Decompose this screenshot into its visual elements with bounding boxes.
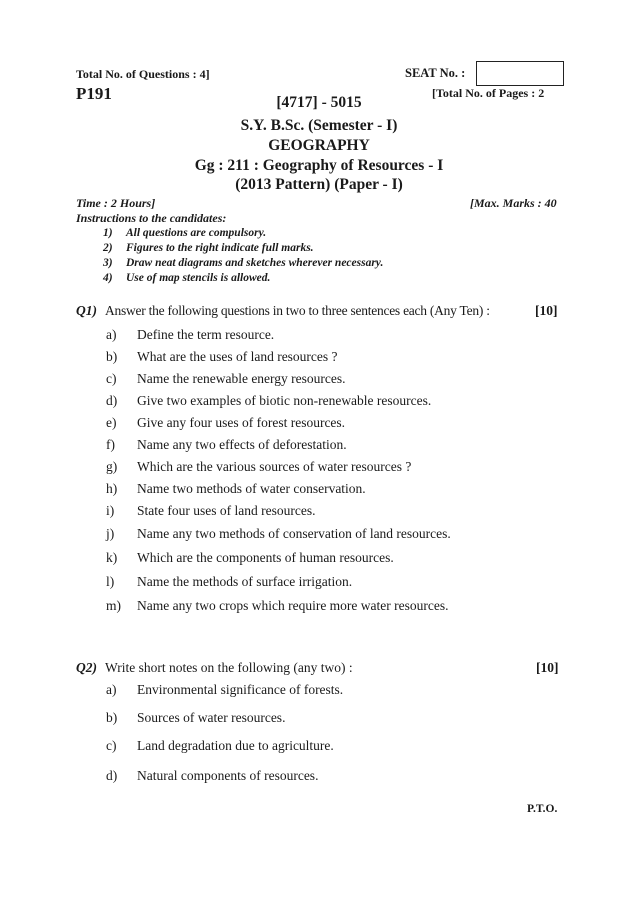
- pto-label: P.T.O.: [527, 803, 558, 815]
- item-text: Define the term resource.: [137, 327, 275, 342]
- pattern-title: (2013 Pattern) (Paper - I): [235, 176, 403, 193]
- item-letter: h): [106, 481, 118, 496]
- list-item: [106, 503, 638, 523]
- total-questions: Total No. of Questions : 4]: [76, 67, 210, 81]
- q2-label: Q2): [76, 660, 97, 675]
- list-item: [106, 574, 638, 594]
- item-letter: i): [106, 503, 115, 518]
- instruction-text: All questions are compulsory.: [126, 227, 267, 239]
- item-letter: c): [106, 738, 117, 753]
- item-text: State four uses of land resources.: [137, 503, 316, 518]
- q1-text: Answer the following questions in two to three sentences each (Any Ten) :: [105, 303, 490, 318]
- item-text: Name the methods of surface irrigation.: [137, 574, 353, 589]
- course-title: S.Y. B.Sc. (Semester - I): [240, 117, 398, 134]
- list-item: [106, 682, 638, 702]
- instruction-number: 1): [103, 227, 113, 239]
- item-text: Which are the components of human resources.: [137, 550, 394, 565]
- list-item: [106, 526, 638, 546]
- time-info: Time : 2 Hours]: [76, 196, 156, 210]
- seat-number-box: [476, 61, 564, 86]
- item-text: What are the uses of land resources ?: [137, 349, 338, 364]
- instruction-text: Figures to the right indicate full marks.: [126, 242, 314, 254]
- paper-code: P191: [76, 84, 112, 103]
- list-item: [106, 768, 638, 788]
- list-item: [106, 550, 638, 570]
- item-text: Give any four uses of forest resources.: [137, 415, 346, 430]
- item-text: Which are the various sources of water resources ?: [137, 459, 412, 474]
- q1-label: Q1): [76, 303, 97, 318]
- item-text: Give two examples of biotic non-renewable resources.: [137, 393, 432, 408]
- instruction-number: 3): [103, 257, 113, 269]
- instruction-number: 4): [103, 272, 113, 284]
- list-item: [106, 710, 638, 730]
- item-letter: d): [106, 393, 118, 408]
- item-letter: m): [106, 598, 121, 613]
- item-letter: b): [106, 710, 118, 725]
- paper-title: Gg : 211 : Geography of Resources - I: [194, 157, 444, 174]
- item-text: Land degradation due to agriculture.: [137, 738, 334, 753]
- q2-items: [106, 682, 566, 792]
- item-text: Name any two effects of deforestation.: [137, 437, 347, 452]
- list-item: [106, 327, 638, 347]
- q1-marks: [10]: [535, 303, 558, 318]
- item-letter: k): [106, 550, 118, 565]
- list-item: [106, 459, 638, 479]
- item-letter: f): [106, 437, 115, 452]
- q2-text: Write short notes on the following (any two) :: [105, 660, 353, 675]
- item-letter: g): [106, 459, 118, 474]
- item-text: Name two methods of water conservation.: [137, 481, 366, 496]
- instruction-text: Use of map stencils is allowed.: [126, 272, 271, 284]
- item-text: Name any two methods of conservation of land resources.: [137, 526, 451, 541]
- item-letter: c): [106, 371, 117, 386]
- item-letter: a): [106, 682, 117, 697]
- list-item: [106, 598, 638, 618]
- item-text: Environmental significance of forests.: [137, 682, 344, 697]
- q1-items: [106, 327, 566, 617]
- list-item: [106, 371, 638, 391]
- q2-marks: [10]: [536, 660, 559, 675]
- subject-title: GEOGRAPHY: [268, 137, 370, 154]
- item-letter: b): [106, 349, 118, 364]
- exam-code: [4717] - 5015: [276, 94, 362, 111]
- item-letter: j): [106, 526, 115, 541]
- item-letter: l): [106, 574, 115, 589]
- item-text: Natural components of resources.: [137, 768, 319, 783]
- max-marks: [Max. Marks : 40: [470, 196, 557, 210]
- list-item: [106, 415, 638, 435]
- list-item: [106, 393, 638, 413]
- instructions-title: Instructions to the candidates:: [76, 211, 227, 225]
- item-letter: a): [106, 327, 117, 342]
- item-text: Name the renewable energy resources.: [137, 371, 346, 386]
- instruction-number: 2): [103, 242, 113, 254]
- item-text: Sources of water resources.: [137, 710, 286, 725]
- total-pages: [Total No. of Pages : 2: [432, 86, 545, 100]
- item-letter: e): [106, 415, 117, 430]
- list-item: [106, 738, 638, 758]
- instruction-text: Draw neat diagrams and sketches wherever necessary.: [126, 257, 384, 269]
- item-text: Name any two crops which require more water resources.: [137, 598, 449, 613]
- list-item: [106, 481, 638, 501]
- list-item: [106, 349, 638, 369]
- list-item: [106, 437, 638, 457]
- seat-label: SEAT No. :: [405, 66, 466, 80]
- item-letter: d): [106, 768, 118, 783]
